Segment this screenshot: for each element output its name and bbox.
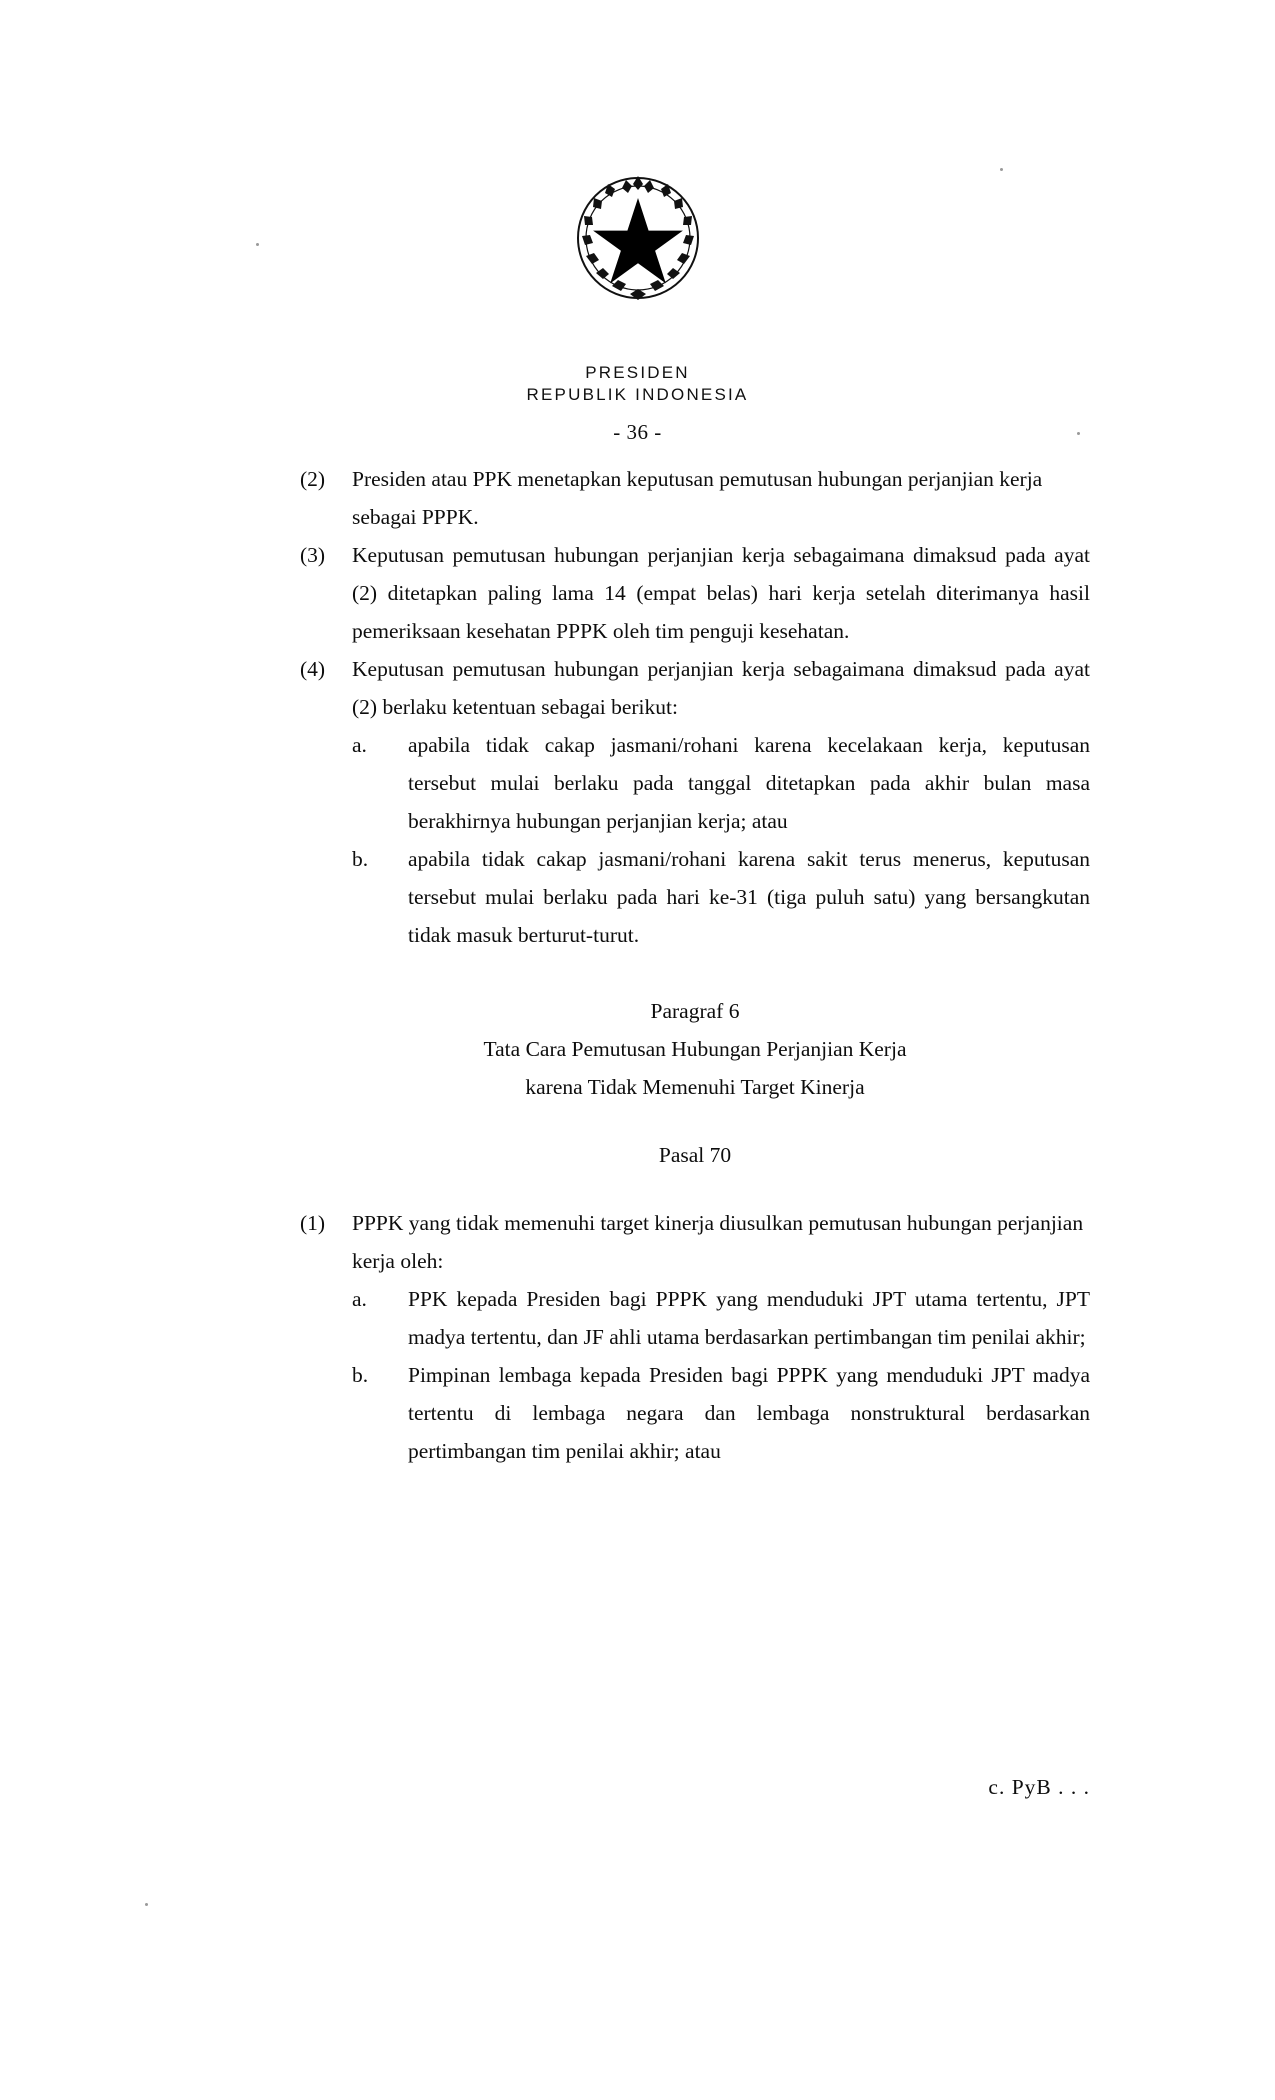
header-republic: REPUBLIK INDONESIA — [526, 385, 749, 404]
clause-text: PPPK yang tidak memenuhi target kinerja diusulkan pemutusan hubungan perjanjian kerja oleh: — [352, 1211, 1084, 1273]
subitem-marker: a. — [352, 733, 367, 757]
article-item-a — [352, 1280, 1090, 1356]
document-header — [0, 362, 1275, 406]
clause-text: Presiden atau PPK menetapkan keputusan pemutusan hubungan perjanjian kerja sebagai PPPK. — [352, 467, 1043, 529]
subitem-text: apabila tidak cakap jasmani/rohani karena kecelakaan kerja, keputusan tersebut mulai berlaku pada tanggal ditetapkan pada akhir bulan masa berakhirnya hubungan perjanjian kerja; atau — [408, 733, 1090, 833]
header-president: PRESIDEN — [585, 363, 690, 382]
paragraph-label: Paragraf 6 — [650, 999, 740, 1023]
article-heading — [300, 1136, 1090, 1174]
subitem-marker: b. — [352, 1363, 369, 1387]
paragraph-heading — [300, 992, 1090, 1106]
catchword: c. PyB . . . — [988, 1775, 1090, 1799]
clause-text: Keputusan pemutusan hubungan perjanjian kerja sebagaimana dimaksud pada ayat (2) berlaku ketentuan sebagai berikut: — [352, 657, 1090, 719]
clause-marker: (1) — [300, 1211, 326, 1235]
garuda-star-emblem-icon — [568, 168, 708, 308]
paragraph-title-line-1: Tata Cara Pemutusan Hubungan Perjanjian Kerja — [483, 1037, 907, 1061]
document-body — [300, 460, 1090, 1470]
article-clause-1 — [300, 1204, 1090, 1280]
clause-3 — [300, 536, 1090, 650]
article-item-b — [352, 1356, 1090, 1470]
clause-4-item-b — [352, 840, 1090, 954]
emblem-container — [0, 168, 1275, 313]
clause-4 — [300, 650, 1090, 726]
subitem-marker: b. — [352, 847, 369, 871]
article-label: Pasal 70 — [658, 1143, 732, 1167]
subitem-marker: a. — [352, 1287, 367, 1311]
clause-marker: (3) — [300, 543, 326, 567]
clause-marker: (2) — [300, 467, 326, 491]
subitem-text: apabila tidak cakap jasmani/rohani karena sakit terus menerus, keputusan tersebut mulai berlaku pada hari ke-31 (tiga puluh satu) yang bersangkutan tidak masuk berturut-turut. — [408, 847, 1090, 947]
clause-4-item-a — [352, 726, 1090, 840]
paragraph-title-line-2: karena Tidak Memenuhi Target Kinerja — [525, 1075, 865, 1099]
registration-mark — [145, 1903, 148, 1906]
clause-2 — [300, 460, 1090, 536]
subitem-text: Pimpinan lembaga kepada Presiden bagi PPPK yang menduduki JPT madya tertentu di lembaga negara dan lembaga nonstruktural berdasarkan pertimbangan tim penilai akhir; atau — [408, 1363, 1090, 1463]
clause-marker: (4) — [300, 657, 326, 681]
subitem-text: PPK kepada Presiden bagi PPPK yang menduduki JPT utama tertentu, JPT madya tertentu, dan JF ahli utama berdasarkan pertimbangan tim penilai akhir; — [408, 1287, 1090, 1349]
page-number: - 36 - — [613, 420, 662, 444]
clause-text: Keputusan pemutusan hubungan perjanjian kerja sebagaimana dimaksud pada ayat (2) ditetapkan paling lama 14 (empat belas) hari kerja setelah diterimanya hasil pemeriksaan kesehatan PPPK oleh tim penguji kesehatan. — [352, 543, 1090, 643]
